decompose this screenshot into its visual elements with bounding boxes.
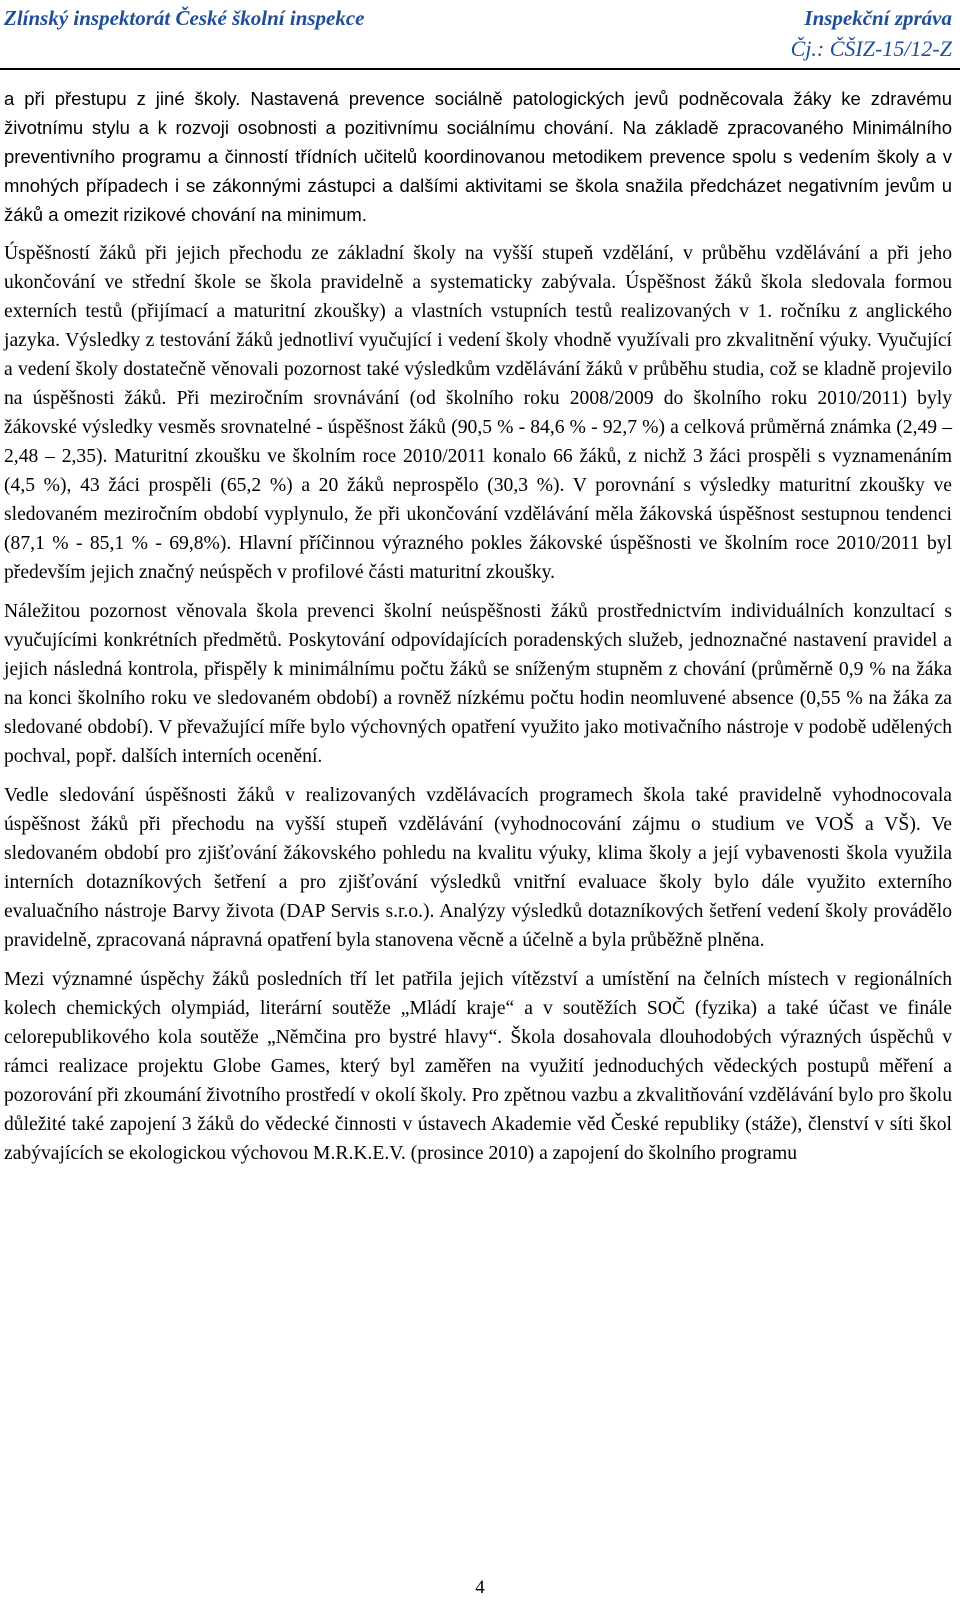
paragraph-gap: [4, 955, 952, 965]
paragraph-gap: [4, 587, 952, 597]
page-number: 4: [475, 1577, 485, 1598]
paragraph-evaluation: Vedle sledování úspěšnosti žáků v realizovaných vzdělávacích programech škola také pravidelně vyhodnocovala úspěšnost žáků při přechodu na vyšší stupeň vzdělávání (vyhodnocování zájmu o studium ve VOŠ a VŠ). Ve sledovaném období pro zjišťování žákovského pohledu na kvalitu výuky, klima školy a její vybavenosti škola využila interních dotazníkových šetření a pro zjišťování výsledků vnitřní evaluace školy bylo dále využito externího evaluačního nástroje Barvy života (DAP Servis s.r.o.). Analýzy výsledků dotazníkových šetření vedení školy provádělo pravidelně, zpracovaná nápravná opatření byla stanovena věcně a účelně a byla průběžně plněna.: [4, 785, 952, 951]
paragraph-gap: [4, 229, 952, 239]
header-document-type: Inspekční zpráva: [804, 6, 952, 30]
report-body: [4, 84, 952, 1168]
header-institution: Zlínský inspektorát České školní inspekce: [4, 6, 365, 30]
header-reference-number: Čj.: ČŠIZ-15/12-Z: [790, 36, 952, 61]
page-header: [0, 0, 960, 72]
paragraph-student-success: Úspěšností žáků při jejich přechodu ze základní školy na vyšší stupeň vzdělání, v průběhu vzdělávání a při jeho ukončování ve střední škole se škola pravidelně a systematicky zabývala. Úspěšnost žáků škola sledovala formou externích testů (přijímací a maturitní zkoušky) a vlastních vstupních testů realizovaných v 1. ročníku z anglického jazyka. Výsledky z testování žáků jednotliví vyučující i vedení školy vhodně využívali pro zkvalitnění výuky. Vyučující a vedení školy dostatečně věnovali pozornost také výsledkům vzdělávání žáků v průběhu studia, což se kladně projevilo na úspěšnosti žáků. Při meziročním srovnávání (od školního roku 2008/2009 do školního roku 2010/2011) byly žákovské výsledky vesměs srovnatelné - úspěšnost žáků (90,5 % - 84,6 % - 92,7 %) a celková průměrná známka (2,49 – 2,48 – 2,35). Maturitní zkoušku ve školním roce 2010/2011 konalo 66 žáků, z nichž 3 žáci prospěli s vyznamenáním (4,5 %), 43 žáci prospěli (65,2 %) a 20 žáků neprospělo (30,3 %). V porovnání s výsledky maturitní zkoušky ve sledovaném meziročním období vyplynulo, že při ukončování vzdělávání měla žákovská úspěšnost sestupnou tendenci (87,1 % - 85,1 % - 69,8%). Hlavní příčinnou výrazného pokles žákovské úspěšnosti ve školním roce 2010/2011 byl především jejich značný neúspěch v profilové části maturitní zkoušky.: [4, 243, 952, 583]
header-rule: [0, 68, 960, 70]
paragraph-prevention: a při přestupu z jiné školy. Nastavená prevence sociálně patologických jevů podněcovala žáky ke zdravému životnímu stylu a k rozvoji osobnosti a pozitivnímu sociálnímu chování. Na základě zpracovaného Minimálního preventivního programu a činností třídních učitelů koordinovanou metodikem prevence spolu s vedením školy a v mnohých případech i se zákonnými zástupci a dalšími aktivitami se škola snažila předcházet negativním jevům u žáků a omezit rizikové chování na minimum.: [4, 88, 952, 225]
paragraph-achievements: Mezi významné úspěchy žáků posledních tří let patřila jejich vítězství a umístění na čelních místech v regionálních kolech chemických olympiád, literární soutěže „Mládí kraje“ a v soutěžích SOČ (fyzika) a také účast ve finále celorepublikového kola soutěže „Němčina pro bystré hlavy“. Škola dosahovala dlouhodobých výrazných úspěchů v rámci realizace projektu Globe Games, který byl zaměřen na využití jednoduchých vědeckých postupů měření a pozorování při zkoumání životního prostředí v okolí školy. Pro zpětnou vazbu a zkvalitňování vzdělávání bylo pro školu důležité také zapojení 3 žáků do vědecké činnosti v ústavech Akademie věd České republiky (stáže), členství v síti škol zabývajících se ekologickou výchovou M.R.K.E.V. (prosince 2010) a zapojení do školního programu: [4, 969, 952, 1164]
paragraph-gap: [4, 771, 952, 781]
paragraph-failure-prevention: Náležitou pozornost věnovala škola prevenci školní neúspěšnosti žáků prostřednictvím individuálních konzultací s vyučujícími konkrétních předmětů. Poskytování odpovídajících poradenských služeb, jednoznačné nastavení pravidel a jejich následná kontrola, přispěly k minimálnímu počtu žáků se sníženým stupněm z chování (průměrně 0,9 % na žáka na konci školního roku ve sledovaném období) a rovněž nízkému počtu hodin neomluvené absence (0,55 % na žáka za sledované období). V převažující míře bylo výchovných opatření využito jako motivačního nástroje v podobě udělených pochval, popř. dalších interních ocenění.: [4, 601, 952, 767]
